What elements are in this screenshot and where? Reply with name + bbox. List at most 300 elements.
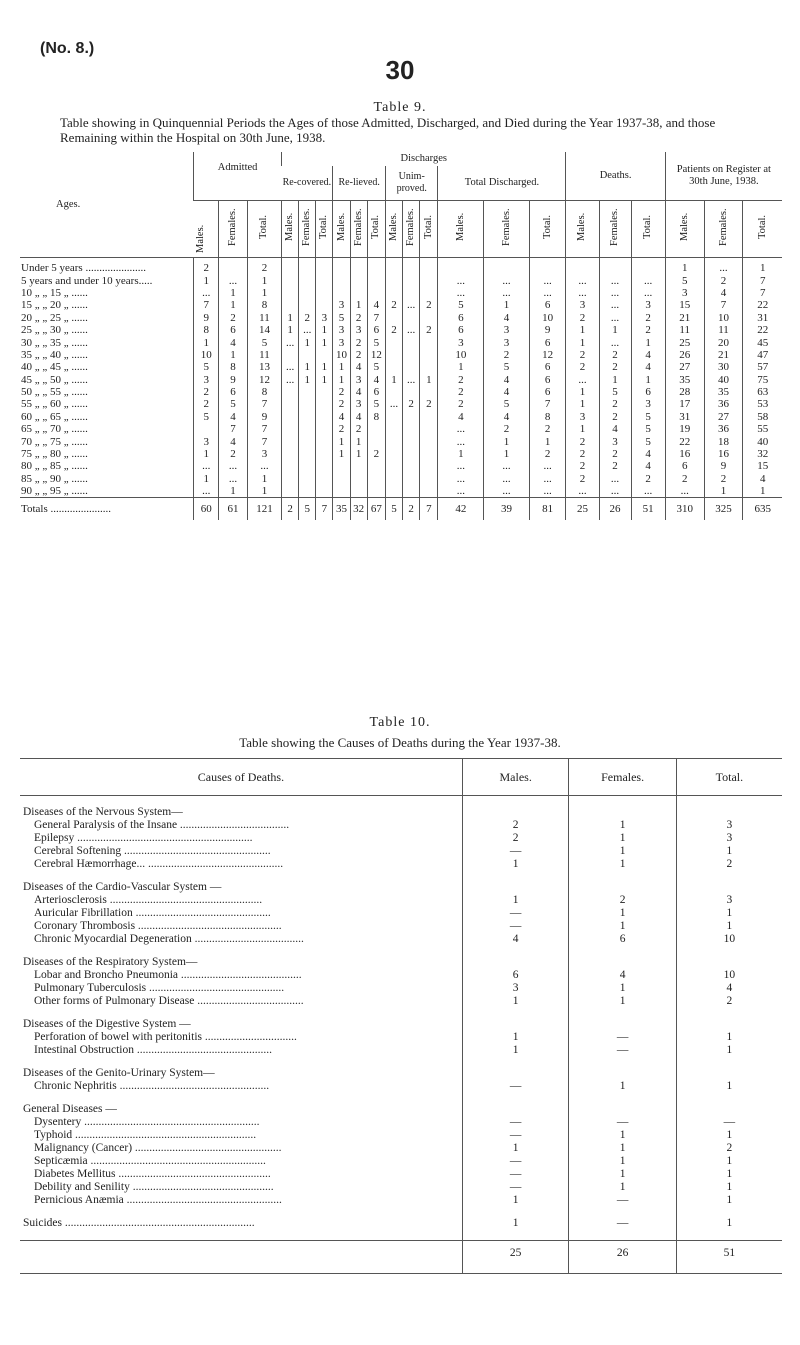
cause-name: Intestinal Obstruction ............................................... [34, 1044, 272, 1056]
table-cell: 8 [247, 386, 281, 398]
table-cell: ... [529, 485, 566, 498]
cause-name: Lobar and Broncho Pneumonia .......................................... [34, 969, 302, 981]
table-cell: 1 [194, 336, 219, 348]
header-patients: Patients on Register at 30th June, 1938. [665, 152, 782, 201]
header-females-text: Females. [352, 208, 364, 246]
table-cell: 1 [484, 448, 530, 460]
cause-name: Chronic Nephritis .................................................... [34, 1080, 270, 1092]
totals-cell: 325 [704, 498, 743, 521]
spacer-row [20, 1057, 782, 1067]
cause-name: Perforation of bowel with peritonitis ................................ [34, 1031, 297, 1043]
table-cell: ... [438, 473, 484, 485]
count-cell: 4 [676, 982, 782, 995]
table-cell: ... [282, 374, 299, 386]
table-cell: 2 [631, 312, 665, 324]
group-heading: Diseases of the Cardio-Vascular System — [23, 881, 222, 893]
table-cell: ... [219, 473, 248, 485]
table-cell [316, 411, 333, 423]
group-heading-blank [569, 1067, 676, 1080]
spacer-row [20, 1230, 782, 1241]
header-males-text: Males. [335, 212, 347, 242]
table-cell: 1 [438, 448, 484, 460]
table-row [20, 435, 782, 447]
table-cell: 5 [665, 274, 704, 286]
table-cell: 1 [333, 361, 350, 373]
table-cell: 6 [631, 386, 665, 398]
count-cell: 10 [676, 933, 782, 946]
table-cell: 2 [438, 374, 484, 386]
table-cell: 18 [704, 435, 743, 447]
count-cell: 1 [676, 1129, 782, 1142]
table-cell: 31 [743, 312, 782, 324]
count-cell: — [462, 1080, 569, 1093]
spacer-row [20, 1207, 782, 1217]
table-cell: ... [529, 473, 566, 485]
table-cell: 5 [484, 398, 530, 410]
cause-name: Diabetes Mellitus ..................................................... [34, 1168, 271, 1180]
totals-row [20, 1241, 782, 1266]
table-cell: 32 [743, 448, 782, 460]
table-row [20, 258, 782, 275]
table-cell: 9 [529, 324, 566, 336]
table-cell: 8 [247, 299, 281, 311]
table-cell: 2 [566, 312, 599, 324]
table-cell [299, 287, 316, 299]
table-cell: 4 [704, 287, 743, 299]
spacer-cell [462, 1093, 569, 1103]
table-row [20, 274, 782, 286]
table-cell: 5 [631, 435, 665, 447]
header-total-text: Total. [642, 214, 654, 240]
table-cell: 7 [367, 312, 385, 324]
cause-name: Pernicious Anæmia ...................................................... [34, 1194, 282, 1206]
table-cell [385, 274, 402, 286]
table-cell [385, 460, 402, 472]
table-cell [403, 411, 420, 423]
count-cell: 1 [569, 1155, 676, 1168]
cause-name: Septicæmia ............................................................. [34, 1155, 266, 1167]
table-cell: 4 [631, 460, 665, 472]
table-cell: 2 [247, 258, 281, 275]
header-recovered: Re-covered. [282, 166, 333, 201]
count-cell: — [569, 1031, 676, 1044]
age-group-label: 40 „ „ 45 „ ...... [21, 361, 88, 374]
header-males-text: Males. [284, 212, 296, 242]
table-cell: 13 [247, 361, 281, 373]
table-cell [316, 299, 333, 311]
table-cell: 1 [333, 435, 350, 447]
table-cell: 1 [599, 374, 631, 386]
table-cell: 5 [631, 411, 665, 423]
table-cell: 1 [316, 361, 333, 373]
count-cell: 1 [676, 1031, 782, 1044]
table-cell: 1 [219, 287, 248, 299]
table-cell: ... [484, 473, 530, 485]
table9-caption: Table showing in Quinquennial Periods the Ages of those Admitted, Discharged, and Died during the Year 1937-38, and those Remaining within the Hospital on 30th June, 1938. [60, 115, 716, 145]
cause-name: Suicides .................................................................. [23, 1217, 255, 1229]
table-cell: ... [566, 287, 599, 299]
cause-row [20, 1129, 782, 1142]
table-cell [420, 386, 438, 398]
group-heading: Diseases of the Nervous System— [23, 806, 183, 818]
header-admitted: Admitted [194, 152, 282, 201]
table-cell: 3 [631, 398, 665, 410]
spacer-cell [676, 1093, 782, 1103]
table-cell [333, 473, 350, 485]
table-cell: 1 [219, 485, 248, 498]
spacer-cell [569, 946, 676, 956]
table-cell: 53 [743, 398, 782, 410]
table-cell: 5 [367, 336, 385, 348]
header-ages: Ages. [20, 152, 194, 258]
header-females-text: Females. [227, 208, 239, 246]
totals-cell: 5 [385, 498, 402, 521]
table-cell: 2 [438, 398, 484, 410]
table-cell: 1 [420, 374, 438, 386]
table-row [20, 473, 782, 485]
count-cell: 2 [676, 858, 782, 871]
table-cell: 2 [566, 473, 599, 485]
group-heading-blank [462, 1067, 569, 1080]
table-cell: 3 [566, 299, 599, 311]
table-cell [350, 460, 367, 472]
header-total [420, 201, 438, 258]
age-group-label: 50 „ „ 55 „ ...... [21, 386, 88, 399]
table-cell [282, 274, 299, 286]
table-cell [194, 423, 219, 435]
group-heading-blank [676, 881, 782, 894]
table-cell [282, 398, 299, 410]
count-cell: 1 [462, 1044, 569, 1057]
bottom-cell [676, 1265, 782, 1274]
table-cell [316, 349, 333, 361]
table-cell [420, 435, 438, 447]
table-cell: 9 [247, 411, 281, 423]
table-cell: ... [194, 287, 219, 299]
header-females [299, 201, 316, 258]
header-males [385, 201, 402, 258]
table-cell [299, 448, 316, 460]
table-cell [219, 258, 248, 275]
cause-name: Arteriosclerosis ..................................................... [34, 894, 263, 906]
table-row [20, 374, 782, 386]
table-cell [420, 361, 438, 373]
count-cell: 1 [569, 1080, 676, 1093]
spacer-cell [20, 1230, 462, 1241]
table-cell: 4 [367, 299, 385, 311]
table-row [20, 386, 782, 398]
table-cell: ... [599, 473, 631, 485]
table-cell: 1 [219, 299, 248, 311]
count-cell: — [569, 1217, 676, 1230]
table-cell: 2 [599, 460, 631, 472]
table-cell [316, 448, 333, 460]
table-cell: ... [438, 287, 484, 299]
table-cell [385, 336, 402, 348]
table-cell: 2 [529, 423, 566, 435]
table-cell [420, 460, 438, 472]
table-cell [316, 398, 333, 410]
table-cell: 2 [631, 324, 665, 336]
table-cell: 3 [333, 324, 350, 336]
table-cell: ... [631, 287, 665, 299]
totals-cell: 60 [194, 498, 219, 521]
totals-cell: 635 [743, 498, 782, 521]
table-cell: 2 [194, 258, 219, 275]
table-cell [299, 423, 316, 435]
count-cell: 1 [569, 982, 676, 995]
table-cell: ... [194, 485, 219, 498]
cause-row [20, 894, 782, 907]
table-cell: 1 [704, 485, 743, 498]
table-cell: 35 [665, 374, 704, 386]
table-cell: 6 [529, 336, 566, 348]
count-cell: 10 [676, 969, 782, 982]
table-cell: 17 [665, 398, 704, 410]
table-cell: 5 [247, 336, 281, 348]
table10-label: Table 10. [369, 715, 431, 730]
table-cell: 4 [484, 374, 530, 386]
age-group-label: 75 „ „ 80 „ ...... [21, 448, 88, 461]
table-cell: 5 [484, 361, 530, 373]
table-cell: 1 [219, 349, 248, 361]
table-cell: 11 [704, 324, 743, 336]
group-heading-row [20, 1018, 782, 1031]
count-cell: 1 [569, 819, 676, 832]
table-cell: ... [599, 336, 631, 348]
group-heading: Diseases of the Respiratory System— [23, 956, 198, 968]
group-heading-blank [462, 1103, 569, 1116]
table-cell: ... [194, 460, 219, 472]
table-cell: 11 [247, 312, 281, 324]
table-cell: 4 [438, 411, 484, 423]
table-cell [403, 258, 420, 275]
count-cell: 1 [569, 858, 676, 871]
count-cell: 1 [676, 1155, 782, 1168]
table-cell [420, 485, 438, 498]
table-cell: 1 [247, 473, 281, 485]
group-heading-row [20, 881, 782, 894]
count-cell: 6 [569, 933, 676, 946]
header-males-text: Males. [678, 212, 690, 242]
table-cell: 28 [665, 386, 704, 398]
totals-cell: 42 [438, 498, 484, 521]
table-cell: 1 [316, 324, 333, 336]
table-cell: 21 [665, 312, 704, 324]
table-cell: ... [282, 361, 299, 373]
table-cell [299, 473, 316, 485]
table-cell: 8 [367, 411, 385, 423]
table-cell: 2 [566, 435, 599, 447]
table-cell [367, 287, 385, 299]
table-cell: 2 [194, 386, 219, 398]
header-females-text: Females. [301, 208, 313, 246]
group-heading-row [20, 956, 782, 969]
table-cell: 1 [599, 324, 631, 336]
table-row [20, 423, 782, 435]
table-cell: 3 [194, 435, 219, 447]
totals-cell: 7 [420, 498, 438, 521]
group-heading: Diseases of the Digestive System — [23, 1018, 191, 1030]
table-cell: 1 [316, 336, 333, 348]
table-cell: 9 [704, 460, 743, 472]
age-group-label: 15 „ „ 20 „ ...... [21, 299, 88, 312]
table-cell [316, 274, 333, 286]
table-cell: ... [438, 423, 484, 435]
table-cell: 4 [350, 361, 367, 373]
cause-row [20, 969, 782, 982]
count-cell: 2 [676, 1142, 782, 1155]
count-cell: 1 [462, 1217, 569, 1230]
header-total-text: Total. [258, 214, 270, 240]
table-cell: 75 [743, 374, 782, 386]
table-cell [282, 287, 299, 299]
table-cell: 4 [219, 435, 248, 447]
table-cell [403, 423, 420, 435]
table-cell [385, 423, 402, 435]
cause-name: Dysentery ............................................................. [34, 1116, 260, 1128]
header-deaths: Deaths. [566, 152, 665, 201]
table-cell [282, 349, 299, 361]
table-cell: 1 [299, 336, 316, 348]
table-cell [403, 386, 420, 398]
cause-row [20, 819, 782, 832]
table-cell [420, 473, 438, 485]
table-cell: 4 [333, 411, 350, 423]
table-cell: 2 [350, 423, 367, 435]
table-row [20, 361, 782, 373]
header-females-text: Females. [405, 208, 417, 246]
table-cell: ... [438, 460, 484, 472]
count-cell: 1 [676, 907, 782, 920]
table-cell: 2 [599, 411, 631, 423]
table-cell [631, 258, 665, 275]
count-cell: 1 [676, 845, 782, 858]
count-cell: 1 [569, 1142, 676, 1155]
table-cell: 1 [566, 324, 599, 336]
table9 [20, 152, 782, 520]
table-cell: 5 [367, 398, 385, 410]
table-cell: ... [665, 485, 704, 498]
table-cell [385, 435, 402, 447]
table-cell: 3 [333, 336, 350, 348]
table-cell [403, 336, 420, 348]
table-cell: 1 [566, 423, 599, 435]
table-cell [299, 349, 316, 361]
table-cell [599, 258, 631, 275]
totals-cell: 67 [367, 498, 385, 521]
table-cell [420, 274, 438, 286]
age-group-label: 80 „ „ 85 „ ...... [21, 460, 88, 473]
table-row [20, 336, 782, 348]
table-cell: 1 [566, 398, 599, 410]
count-cell: 3 [676, 894, 782, 907]
table-cell [299, 435, 316, 447]
table-cell: 3 [566, 411, 599, 423]
cause-name: Other forms of Pulmonary Disease ..................................... [34, 995, 304, 1007]
table-cell [484, 258, 530, 275]
table-cell: 20 [704, 336, 743, 348]
table-cell: 55 [743, 423, 782, 435]
table-cell: 1 [631, 374, 665, 386]
table-row [20, 448, 782, 460]
table-cell [385, 485, 402, 498]
cause-row [20, 933, 782, 946]
table-cell: 35 [704, 386, 743, 398]
table-cell [316, 423, 333, 435]
group-heading-blank [569, 1018, 676, 1031]
table-cell [385, 258, 402, 275]
totals-cell: 5 [299, 498, 316, 521]
table-cell: 5 [438, 299, 484, 311]
table-cell: 2 [566, 361, 599, 373]
table-cell [282, 473, 299, 485]
cause-row [20, 1116, 782, 1129]
count-cell: 1 [569, 845, 676, 858]
table-cell: 3 [484, 324, 530, 336]
table-cell [333, 274, 350, 286]
spacer-cell [20, 1057, 462, 1067]
cause-row [20, 832, 782, 845]
count-cell: — [676, 1116, 782, 1129]
table-cell: 3 [333, 299, 350, 311]
table-cell: 4 [484, 386, 530, 398]
table-cell: 36 [704, 398, 743, 410]
count-cell: — [462, 845, 569, 858]
group-heading-blank [462, 881, 569, 894]
table-cell: 2 [333, 423, 350, 435]
table-cell: 16 [665, 448, 704, 460]
table-row [20, 324, 782, 336]
table-cell: 10 [194, 349, 219, 361]
table-cell: ... [631, 274, 665, 286]
group-heading-blank [676, 1103, 782, 1116]
count-cell: — [462, 1116, 569, 1129]
cause-row [20, 907, 782, 920]
table-cell: 10 [529, 312, 566, 324]
spacer-cell [20, 946, 462, 956]
cause-name: Cerebral Hæmorrhage... ............................................... [34, 858, 284, 870]
header-males [665, 201, 704, 258]
table-cell: 2 [566, 448, 599, 460]
doc-number: (No. 8.) [40, 40, 95, 57]
count-cell: — [462, 920, 569, 933]
page-number: 30 [385, 55, 415, 85]
table-cell: 14 [247, 324, 281, 336]
table-cell: 5 [219, 398, 248, 410]
spacer-cell [462, 1057, 569, 1067]
table-cell: 8 [529, 411, 566, 423]
totals-cell: 35 [333, 498, 350, 521]
table-cell: 6 [529, 361, 566, 373]
group-heading-blank [676, 806, 782, 819]
group-heading-blank [462, 956, 569, 969]
table-cell: ... [403, 324, 420, 336]
table-cell: 1 [385, 374, 402, 386]
table-cell: 7 [529, 398, 566, 410]
group-heading-blank [569, 806, 676, 819]
totals-cell: 25 [462, 1241, 569, 1266]
table-row [20, 349, 782, 361]
table-cell: ... [299, 324, 316, 336]
table-cell [367, 258, 385, 275]
table-cell: 6 [438, 324, 484, 336]
spacer-cell [569, 1057, 676, 1067]
table-cell: 2 [566, 460, 599, 472]
table-cell [385, 473, 402, 485]
table-cell [420, 312, 438, 324]
header-total-discharged: Total Discharged. [438, 166, 566, 201]
